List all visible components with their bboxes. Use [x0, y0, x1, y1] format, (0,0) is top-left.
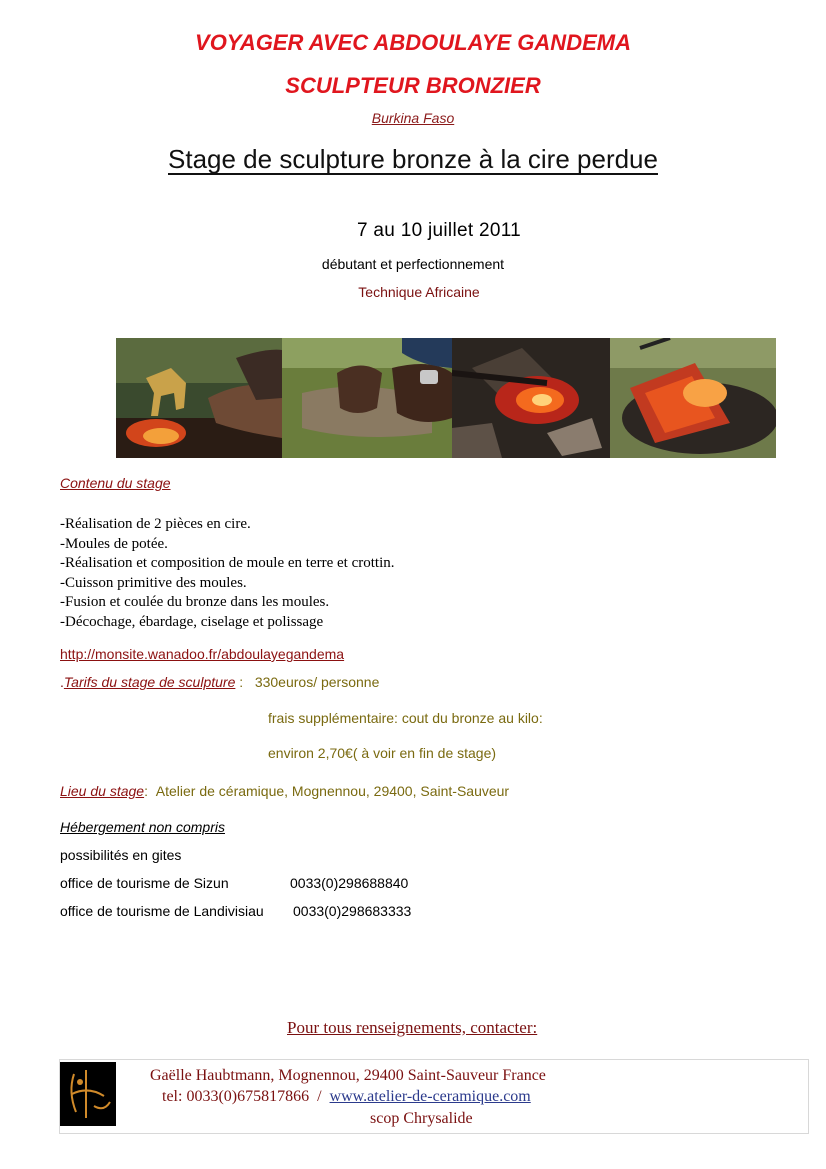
- lieu-row: [60, 783, 509, 799]
- contact-organization: scop Chrysalide: [370, 1110, 473, 1127]
- contact-address: Gaëlle Haubtmann, Mognennou, 29400 Saint-Sauveur France: [150, 1067, 546, 1084]
- sizun-phone: 0033(0)298688840: [290, 875, 409, 891]
- hebergement-gites: possibilités en gites: [60, 847, 182, 863]
- course-dates: 7 au 10 juillet 2011: [356, 220, 522, 241]
- contact-site-link[interactable]: www.atelier-de-ceramique.com: [329, 1088, 531, 1105]
- lieu-value: Atelier de céramique, Mognennou, 29400, Saint-Sauveur: [155, 783, 510, 799]
- wax-horse-sculpture-photo: [116, 338, 282, 458]
- website-link[interactable]: http://monsite.wanadoo.fr/abdoulayegandema: [60, 646, 345, 662]
- tarifs-row: [60, 674, 379, 690]
- contact-tel-row: [162, 1088, 531, 1106]
- page-title: Stage de sculpture bronze à la cire perdue: [168, 144, 658, 174]
- section-heading-contenu: Contenu du stage: [60, 475, 171, 491]
- header-title-line2: SCULPTEUR BRONZIER: [285, 73, 541, 98]
- list-item: -Cuisson primitive des moules.: [60, 574, 247, 591]
- contact-heading: Pour tous renseignements, contacter:: [287, 1018, 538, 1037]
- chrysalide-logo-icon: [60, 1062, 116, 1126]
- tarifs-separator: :: [235, 674, 244, 690]
- list-item: -Réalisation et composition de moule en terre et crottin.: [60, 555, 395, 571]
- technique-label: Technique Africaine: [358, 284, 480, 300]
- country-label: Burkina Faso: [371, 110, 455, 126]
- hands-shaping-clay-mould-photo: [282, 338, 452, 458]
- photo-strip: [116, 338, 776, 458]
- tarifs-prefix: .: [60, 674, 64, 690]
- list-item: -Moules de potée.: [60, 535, 168, 552]
- contenu-list: [60, 515, 394, 632]
- landivisiau-phone: 0033(0)298683333: [293, 903, 412, 919]
- tarifs-extra-cost: frais supplémentaire: cout du bronze au kilo:: [268, 710, 543, 726]
- list-item: -Réalisation de 2 pièces en cire.: [60, 516, 251, 532]
- tarifs-extra-estimate: environ 2,70€( à voir en fin de stage): [268, 745, 497, 761]
- section-heading-lieu: Lieu du stage: [60, 783, 145, 799]
- section-heading-tarifs: Tarifs du stage de sculpture: [63, 674, 236, 690]
- lieu-separator: :: [144, 783, 148, 799]
- header-title-line1: VOYAGER AVEC ABDOULAYE GANDEMA: [195, 30, 631, 55]
- mould-firing-in-coals-photo: [452, 338, 610, 458]
- molten-bronze-crucible-photo: [610, 338, 776, 458]
- course-level: débutant et perfectionnement: [321, 256, 505, 272]
- tarifs-price: 330euros/ personne: [254, 674, 380, 690]
- section-heading-hebergement: Hébergement non compris: [60, 819, 225, 835]
- sizun-label: office de tourisme de Sizun: [60, 875, 229, 891]
- list-item: -Décochage, ébardage, ciselage et polissage: [60, 613, 324, 630]
- landivisiau-label: office de tourisme de Landivisiau: [60, 903, 264, 919]
- list-item: -Fusion et coulée du bronze dans les moules.: [60, 594, 330, 610]
- contact-tel: tel: 0033(0)675817866 /: [162, 1088, 330, 1105]
